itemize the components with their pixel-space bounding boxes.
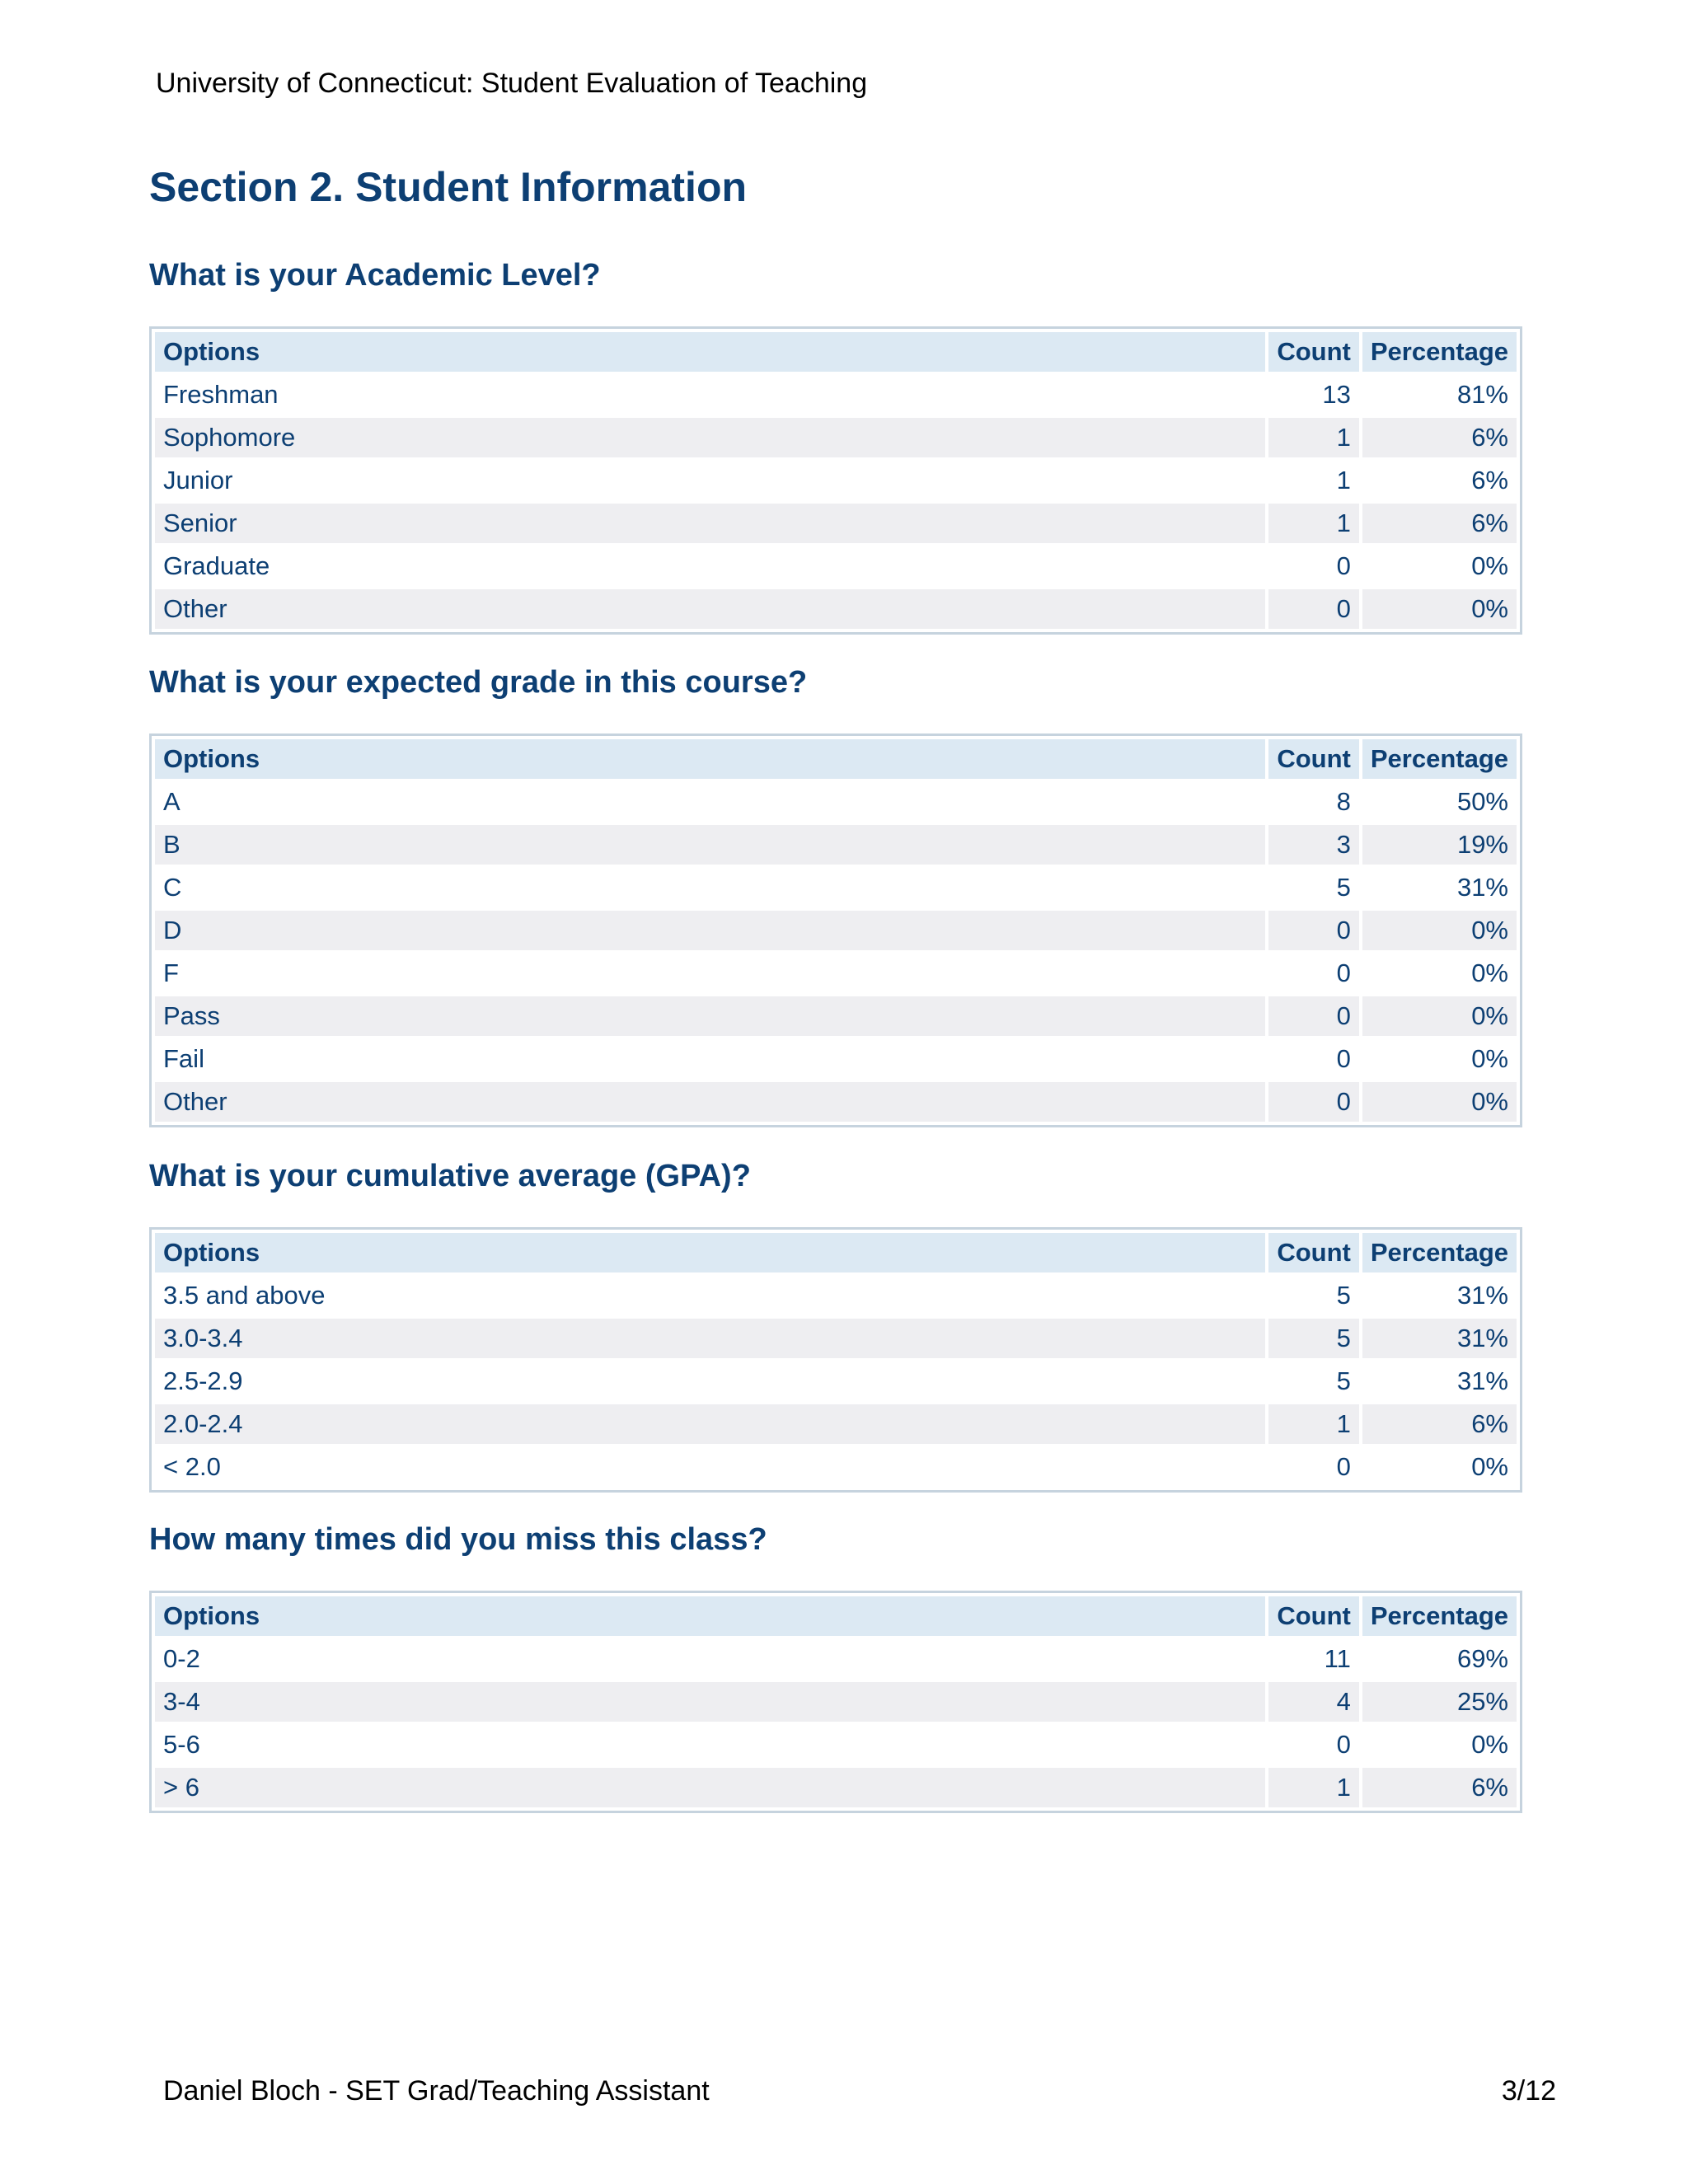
question-block bbox=[149, 252, 1522, 635]
cell-percentage: 6% bbox=[1362, 461, 1517, 500]
table-row bbox=[155, 1447, 1517, 1487]
table-header-row bbox=[155, 1596, 1517, 1636]
header-percentage: Percentage bbox=[1362, 332, 1517, 372]
cell-count: 5 bbox=[1268, 1361, 1359, 1401]
cell-option: C bbox=[155, 868, 1265, 907]
cell-percentage: 0% bbox=[1362, 546, 1517, 586]
table-row bbox=[155, 1404, 1517, 1444]
table-row bbox=[155, 1682, 1517, 1722]
page-footer bbox=[163, 2075, 1556, 2107]
table-row bbox=[155, 911, 1517, 950]
header-options: Options bbox=[155, 332, 1265, 372]
results-table-frame bbox=[149, 1591, 1522, 1813]
table-header-row bbox=[155, 332, 1517, 372]
cell-count: 3 bbox=[1268, 825, 1359, 865]
cell-option: Sophomore bbox=[155, 418, 1265, 457]
cell-option: Senior bbox=[155, 504, 1265, 543]
cell-option: 3.5 and above bbox=[155, 1276, 1265, 1315]
page-number: 3/12 bbox=[1501, 2075, 1556, 2107]
table-row bbox=[155, 1082, 1517, 1122]
question-title: What is your Academic Level? bbox=[149, 258, 601, 293]
cell-count: 8 bbox=[1268, 782, 1359, 822]
question-title: What is your cumulative average (GPA)? bbox=[149, 1159, 751, 1193]
cell-percentage: 0% bbox=[1362, 954, 1517, 993]
results-table-frame bbox=[149, 1227, 1522, 1493]
table-row bbox=[155, 782, 1517, 822]
header-options: Options bbox=[155, 1596, 1265, 1636]
table-row bbox=[155, 1276, 1517, 1315]
header-count: Count bbox=[1268, 739, 1359, 779]
cell-percentage: 31% bbox=[1362, 1276, 1517, 1315]
cell-option: F bbox=[155, 954, 1265, 993]
table-row bbox=[155, 868, 1517, 907]
cell-option: Graduate bbox=[155, 546, 1265, 586]
table-row bbox=[155, 375, 1517, 415]
cell-option: Pass bbox=[155, 996, 1265, 1036]
header-count: Count bbox=[1268, 1596, 1359, 1636]
cell-count: 11 bbox=[1268, 1639, 1359, 1679]
header-options: Options bbox=[155, 1233, 1265, 1272]
cell-count: 5 bbox=[1268, 1319, 1359, 1358]
cell-count: 0 bbox=[1268, 996, 1359, 1036]
cell-percentage: 0% bbox=[1362, 1447, 1517, 1487]
cell-count: 0 bbox=[1268, 911, 1359, 950]
table-row bbox=[155, 589, 1517, 629]
cell-option: 3.0-3.4 bbox=[155, 1319, 1265, 1358]
cell-percentage: 81% bbox=[1362, 375, 1517, 415]
cell-count: 5 bbox=[1268, 1276, 1359, 1315]
cell-percentage: 0% bbox=[1362, 589, 1517, 629]
cell-option: 5-6 bbox=[155, 1725, 1265, 1765]
table-header-row bbox=[155, 739, 1517, 779]
table-row bbox=[155, 546, 1517, 586]
table-row bbox=[155, 418, 1517, 457]
cell-count: 13 bbox=[1268, 375, 1359, 415]
question-block bbox=[149, 1516, 1522, 1813]
header-count: Count bbox=[1268, 1233, 1359, 1272]
cell-count: 1 bbox=[1268, 1404, 1359, 1444]
footer-evaluation-label: Daniel Bloch - SET Grad/Teaching Assistant bbox=[163, 2075, 710, 2107]
header-percentage: Percentage bbox=[1362, 739, 1517, 779]
header-percentage: Percentage bbox=[1362, 1596, 1517, 1636]
cell-count: 0 bbox=[1268, 1082, 1359, 1122]
page-header-title: University of Connecticut: Student Evaluation of Teaching bbox=[156, 68, 868, 99]
table-row bbox=[155, 1039, 1517, 1079]
cell-option: 2.0-2.4 bbox=[155, 1404, 1265, 1444]
question-block bbox=[149, 659, 1522, 1127]
cell-count: 1 bbox=[1268, 461, 1359, 500]
results-table bbox=[152, 1593, 1520, 1811]
table-row bbox=[155, 1639, 1517, 1679]
cell-option: A bbox=[155, 782, 1265, 822]
cell-count: 4 bbox=[1268, 1682, 1359, 1722]
cell-percentage: 0% bbox=[1362, 1082, 1517, 1122]
cell-option: D bbox=[155, 911, 1265, 950]
cell-percentage: 19% bbox=[1362, 825, 1517, 865]
cell-percentage: 6% bbox=[1362, 1768, 1517, 1807]
cell-option: Freshman bbox=[155, 375, 1265, 415]
cell-option: Other bbox=[155, 1082, 1265, 1122]
table-row bbox=[155, 1319, 1517, 1358]
table-row bbox=[155, 825, 1517, 865]
cell-percentage: 50% bbox=[1362, 782, 1517, 822]
cell-option: < 2.0 bbox=[155, 1447, 1265, 1487]
header-options: Options bbox=[155, 739, 1265, 779]
cell-percentage: 0% bbox=[1362, 1039, 1517, 1079]
cell-percentage: 31% bbox=[1362, 868, 1517, 907]
table-row bbox=[155, 996, 1517, 1036]
cell-percentage: 0% bbox=[1362, 1725, 1517, 1765]
question-block bbox=[149, 1153, 1522, 1493]
cell-count: 0 bbox=[1268, 1447, 1359, 1487]
cell-option: 0-2 bbox=[155, 1639, 1265, 1679]
cell-count: 1 bbox=[1268, 1768, 1359, 1807]
results-table bbox=[152, 736, 1520, 1125]
cell-percentage: 6% bbox=[1362, 1404, 1517, 1444]
cell-count: 0 bbox=[1268, 1725, 1359, 1765]
cell-count: 0 bbox=[1268, 546, 1359, 586]
cell-option: 2.5-2.9 bbox=[155, 1361, 1265, 1401]
cell-count: 1 bbox=[1268, 504, 1359, 543]
cell-percentage: 31% bbox=[1362, 1319, 1517, 1358]
cell-percentage: 25% bbox=[1362, 1682, 1517, 1722]
cell-count: 0 bbox=[1268, 1039, 1359, 1079]
results-table-frame bbox=[149, 733, 1522, 1127]
table-row bbox=[155, 1725, 1517, 1765]
table-header-row bbox=[155, 1233, 1517, 1272]
cell-percentage: 6% bbox=[1362, 418, 1517, 457]
cell-count: 1 bbox=[1268, 418, 1359, 457]
cell-count: 0 bbox=[1268, 589, 1359, 629]
section-title: Section 2. Student Information bbox=[149, 164, 748, 210]
table-row bbox=[155, 461, 1517, 500]
results-table-frame bbox=[149, 326, 1522, 635]
cell-percentage: 69% bbox=[1362, 1639, 1517, 1679]
cell-percentage: 0% bbox=[1362, 911, 1517, 950]
table-row bbox=[155, 954, 1517, 993]
cell-option: Fail bbox=[155, 1039, 1265, 1079]
cell-option: 3-4 bbox=[155, 1682, 1265, 1722]
cell-option: Other bbox=[155, 589, 1265, 629]
cell-option: Junior bbox=[155, 461, 1265, 500]
cell-percentage: 0% bbox=[1362, 996, 1517, 1036]
question-title: How many times did you miss this class? bbox=[149, 1522, 767, 1557]
table-row bbox=[155, 1768, 1517, 1807]
question-title: What is your expected grade in this course? bbox=[149, 665, 808, 700]
results-table bbox=[152, 329, 1520, 632]
header-count: Count bbox=[1268, 332, 1359, 372]
cell-count: 0 bbox=[1268, 954, 1359, 993]
cell-option: > 6 bbox=[155, 1768, 1265, 1807]
table-row bbox=[155, 504, 1517, 543]
cell-option: B bbox=[155, 825, 1265, 865]
cell-count: 5 bbox=[1268, 868, 1359, 907]
header-percentage: Percentage bbox=[1362, 1233, 1517, 1272]
cell-percentage: 6% bbox=[1362, 504, 1517, 543]
table-row bbox=[155, 1361, 1517, 1401]
results-table bbox=[152, 1230, 1520, 1490]
cell-percentage: 31% bbox=[1362, 1361, 1517, 1401]
